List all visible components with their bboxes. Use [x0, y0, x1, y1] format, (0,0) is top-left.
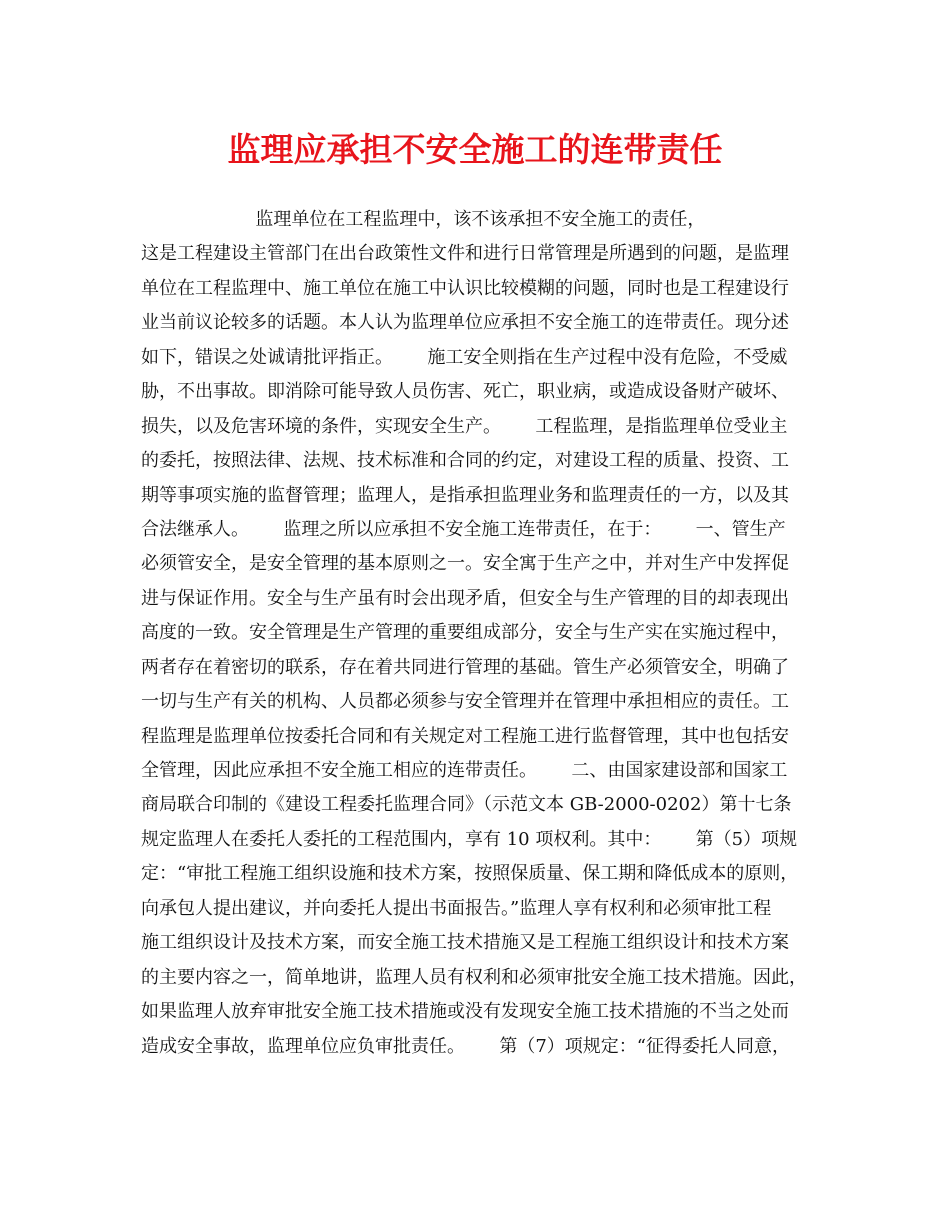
- body-line: 规定监理人在委托人委托的工程范围内，享有 10 项权利。其中： 第（5）项规: [141, 828, 798, 850]
- body-line: 的委托，按照法律、法规、技术标准和合同的约定，对建设工程的质量、投资、工: [141, 450, 789, 472]
- body-line: 业当前议论较多的话题。本人认为监理单位应承担不安全施工的连带责任。现分述: [141, 312, 789, 334]
- body-line: 向承包人提出建议，并向委托人提出书面报告。”监理人享有权利和必须审批工程: [141, 897, 772, 919]
- body-line: 高度的一致。安全管理是生产管理的重要组成部分，安全与生产实在实施过程中，: [141, 622, 789, 644]
- body-line: 期等事项实施的监督管理；监理人，是指承担监理业务和监理责任的一方，以及其: [141, 484, 789, 506]
- body-line: 损失，以及危害环境的条件，实现安全生产。 工程监理，是指监理单位受业主: [141, 415, 788, 437]
- body-line: 单位在工程监理中、施工单位在施工中认识比较模糊的问题，同时也是工程建设行: [141, 277, 789, 299]
- body-line: 进与保证作用。安全与生产虽有时会出现矛盾，但安全与生产管理的目的却表现出: [141, 587, 789, 609]
- document-title: 监理应承担不安全施工的连带责任: [227, 130, 723, 169]
- body-line: 商局联合印制的《建设工程委托监理合同》（示范文本 GB-2000-0202）第十七条: [141, 794, 792, 816]
- body-line: 如下，错误之处诚请批评指正。 施工安全则指在生产过程中没有危险，不受威: [141, 346, 788, 368]
- body-line: 合法继承人。 监理之所以应承担不安全施工连带责任，在于： 一、管生产: [141, 518, 786, 540]
- body-line: 这是工程建设主管部门在出台政策性文件和进行日常管理是所遇到的问题，是监理: [141, 243, 789, 265]
- body-line: 必须管安全，是安全管理的基本原则之一。安全寓于生产之中，并对生产中发挥促: [141, 553, 789, 575]
- body-line: 监理单位在工程监理中，该不该承担不安全施工的责任，: [141, 209, 706, 230]
- body-line: 两者存在着密切的联系，存在着共同进行管理的基础。管生产必须管安全，明确了: [141, 656, 789, 678]
- body-line: 造成安全事故，监理单位应负审批责任。 第（7）项规定：“征得委托人同意，: [141, 1035, 790, 1057]
- body-line: 胁，不出事故。即消除可能导致人员伤害、死亡，职业病，或造成设备财产破坏、: [141, 381, 789, 403]
- body-line: 程监理是监理单位按委托合同和有关规定对工程施工进行监督管理，其中也包括安: [141, 725, 789, 747]
- body-line: 的主要内容之一，简单地讲，监理人员有权利和必须审批安全施工技术措施。因此，: [141, 966, 807, 988]
- body-line: 全管理，因此应承担不安全施工相应的连带责任。 二、由国家建设部和国家工: [141, 760, 788, 781]
- body-line: 施工组织设计及技术方案，而安全施工技术措施又是工程施工组织设计和技术方案: [141, 932, 789, 954]
- document-body: [141, 203, 821, 1064]
- body-line: 一切与生产有关的机构、人员都必须参与安全管理并在管理中承担相应的责任。工: [141, 691, 789, 713]
- body-line: 如果监理人放弃审批安全施工技术措施或没有发现安全施工技术措施的不当之处而: [141, 1001, 789, 1023]
- body-line: 定：“审批工程施工组织设施和技术方案，按照保质量、保工期和降低成本的原则，: [141, 863, 799, 885]
